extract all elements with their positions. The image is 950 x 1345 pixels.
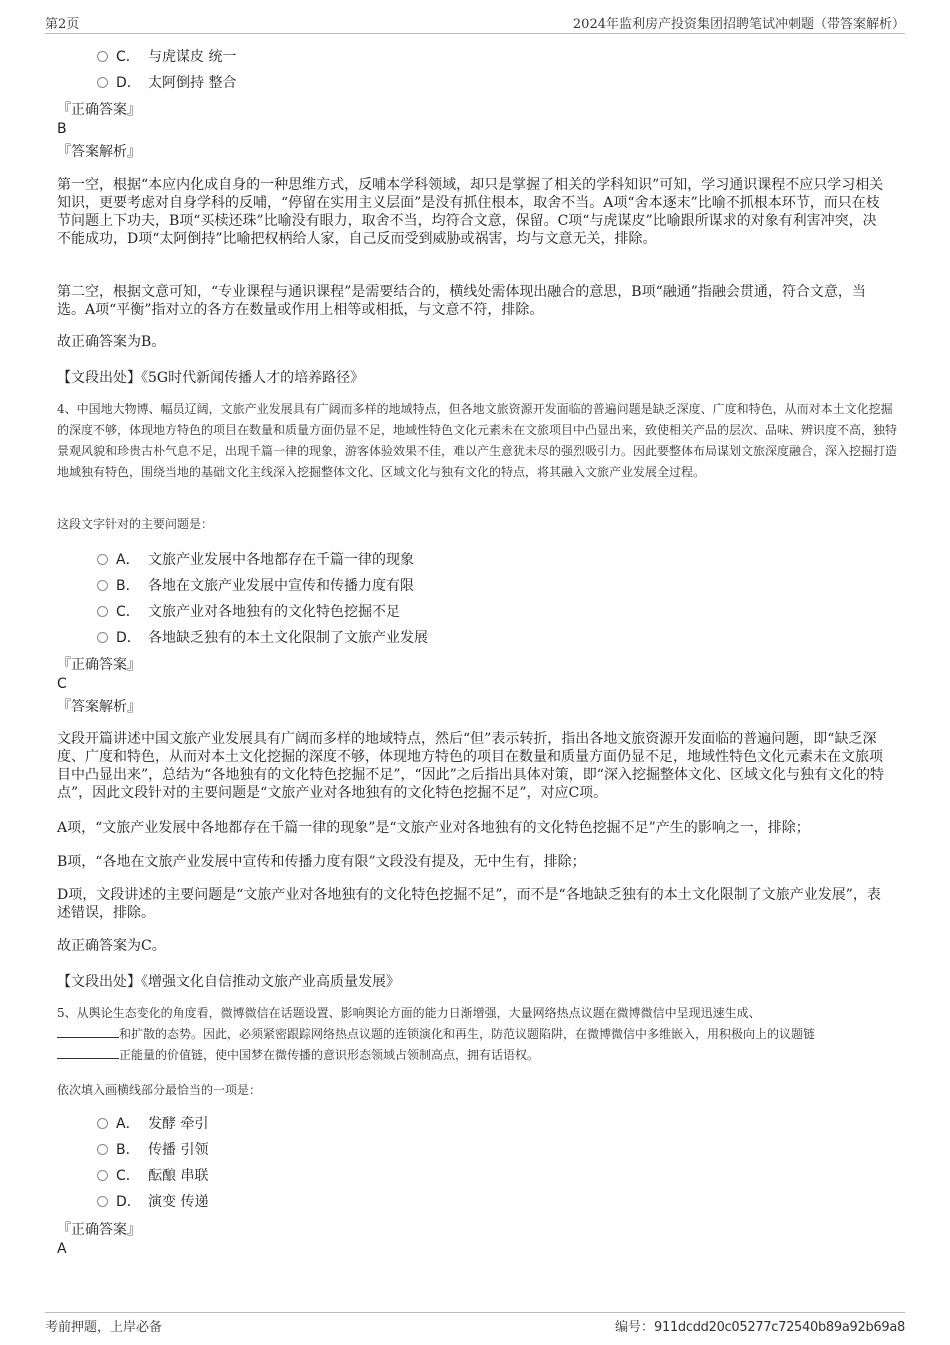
radio-icon[interactable]	[97, 77, 108, 88]
analysis-label: 『答案解析』	[57, 144, 141, 160]
answer-value: B	[57, 121, 67, 137]
question-text: 5、从舆论生态变化的角度看，微博微信在话题设置、影响舆论方面的能力日渐增强，大量网络热点议题在微博微信中呈现迅速生成、 和扩散的态势。因此，必须紧密跟踪网络热点议题的连锁演化和再生，防范议题陷阱，在微博微信中多维嵌入，用积极向上的议题链 正能量的价值链，使中国梦在微传播的意识形态领域占领制高点，拥有话语权。	[57, 1006, 816, 1062]
q4-option-b[interactable]: B． 各地在文旅产业发展中宣传和传播力度有限	[97, 576, 414, 596]
question-text: 4、中国地大物博、幅员辽阔，文旅产业发展具有广阔而多样的地域特点，但各地文旅资源开发面临的普遍问题是缺乏深度、广度和特色，从而对本土文化挖掘的深度不够，体现地方特色的项目在数量和质量方面仍显不足，地域性特色文化元素未在文旅项目中凸显出来，致使相关产品的层次、品味、辨识度不高，独特景观风貌和珍贵古朴气息不足，出现千篇一律的现象，游客体验效果不佳，难以产生意犹未尽的强烈吸引力。因此要整体布局谋划文旅深度融合，深入挖掘打造地域独有特色，围绕当地的基础文化主线深入挖掘整体文化、区域文化与独有文化的特点，将其融入文旅产业发展全过程。	[57, 402, 898, 479]
q3-option-c[interactable]: C． 与虎谋皮 统一	[97, 47, 236, 67]
question-prompt: 依次填入画横线部分最恰当的一项是：	[57, 1083, 262, 1097]
radio-icon[interactable]	[97, 580, 108, 591]
analysis-paragraph: 文段开篇讲述中国文旅产业发展具有广阔而多样的地域特点，然后“但”表示转折，指出各地文旅资源开发面临的普遍问题，即“缺乏深度、广度和特色，从而对本土文化挖掘的深度不够，体现地方特色的项目在数量和质量方面仍显不足，地域性特色文化元素未在文旅项目中凸显出来”，总结为“各地独有的文化特色挖掘不足”，“因此”之后指出具体对策，即“深入挖掘整体文化、区域文化与独有文化的特点”，因此文段针对的主要问题是“文旅产业对各地独有的文化特色挖掘不足”，对应C项。	[57, 731, 884, 801]
q5-option-a[interactable]: A． 发酵 牵引	[97, 1114, 208, 1134]
radio-icon[interactable]	[97, 606, 108, 617]
source-citation: 【文段出处】《增强文化自信推动文旅产业高质量发展》	[57, 974, 400, 990]
q5-option-b[interactable]: B． 传播 引领	[97, 1140, 208, 1160]
page-header	[45, 13, 905, 34]
analysis-conclusion: 故正确答案为B。	[57, 334, 166, 350]
q4-option-d[interactable]: D． 各地缺乏独有的本土文化限制了文旅产业发展	[97, 628, 428, 648]
answer-value: A	[57, 1241, 67, 1257]
answer-value: C	[57, 676, 67, 692]
page-footer	[45, 1312, 905, 1335]
q5-option-c[interactable]: C． 酝酿 串联	[97, 1166, 208, 1186]
document-code: 编号：911dcdd20c05277c72540b89a92b69a8	[614, 1320, 905, 1335]
blank-line	[57, 1046, 119, 1059]
source-citation: 【文段出处】《5G时代新闻传播人才的培养路径》	[57, 370, 365, 386]
analysis-paragraph: D项，文段讲述的主要问题是“文旅产业对各地独有的文化特色挖掘不足”，而不是“各地缺乏独有的本土文化限制了文旅产业发展”，表述错误，排除。	[57, 887, 881, 921]
radio-icon[interactable]	[97, 554, 108, 565]
answer-label: 『正确答案』	[57, 1222, 141, 1238]
q4-option-a[interactable]: A． 文旅产业发展中各地都存在千篇一律的现象	[97, 550, 414, 570]
footer-slogan: 考前押题，上岸必备	[45, 1320, 163, 1335]
radio-icon[interactable]	[97, 1196, 108, 1207]
answer-label: 『正确答案』	[57, 657, 141, 673]
q3-option-d[interactable]: D． 太阿倒持 整合	[97, 73, 236, 93]
radio-icon[interactable]	[97, 1144, 108, 1155]
question-prompt: 这段文字针对的主要问题是：	[57, 517, 214, 531]
answer-label: 『正确答案』	[57, 102, 141, 118]
analysis-paragraph: B项，“各地在文旅产业发展中宣传和传播力度有限”文段没有提及，无中生有，排除；	[57, 854, 586, 870]
blank-line	[57, 1025, 119, 1038]
analysis-label: 『答案解析』	[57, 699, 141, 715]
q5-option-d[interactable]: D． 演变 传递	[97, 1192, 208, 1212]
analysis-paragraph: 第一空，根据“本应内化成自身的一种思维方式，反哺本学科领域，却只是掌握了相关的学科知识”可知，学习通识课程不应只学习相关知识，更要考虑对自身学科的反哺，“停留在实用主义层面”是没有抓住根本，取舍不当。A项“舍本逐末”比喻不抓根本环节，而只在枝节问题上下功夫，B项“买椟还珠”比喻没有眼力，取舍不当，均符合文意，保留。C项“与虎谋皮”比喻跟所谋求的对象有利害冲突，决不能成功，D项“太阿倒持”比喻把权柄给人家，自己反而受到威胁或祸害，均与文意无关，排除。	[57, 177, 884, 247]
analysis-paragraph: 第二空，根据文意可知，“专业课程与通识课程”是需要结合的，横线处需体现出融合的意思，B项“融通”指融会贯通，符合文意，当选。A项“平衡”指对立的各方在数量或作用上相等或相抵，与文意不符，排除。	[57, 284, 866, 318]
radio-icon[interactable]	[97, 1118, 108, 1129]
radio-icon[interactable]	[97, 51, 108, 62]
radio-icon[interactable]	[97, 632, 108, 643]
q4-option-c[interactable]: C． 文旅产业对各地独有的文化特色挖掘不足	[97, 602, 400, 622]
document-title: 2024年监利房产投资集团招聘笔试冲刺题（带答案解析）	[572, 17, 905, 32]
analysis-paragraph: A项，“文旅产业发展中各地都存在千篇一律的现象”是“文旅产业对各地独有的文化特色挖掘不足”产生的影响之一，排除；	[57, 820, 810, 836]
analysis-conclusion: 故正确答案为C。	[57, 938, 166, 954]
radio-icon[interactable]	[97, 1170, 108, 1181]
page-number: 第2页	[45, 17, 80, 32]
